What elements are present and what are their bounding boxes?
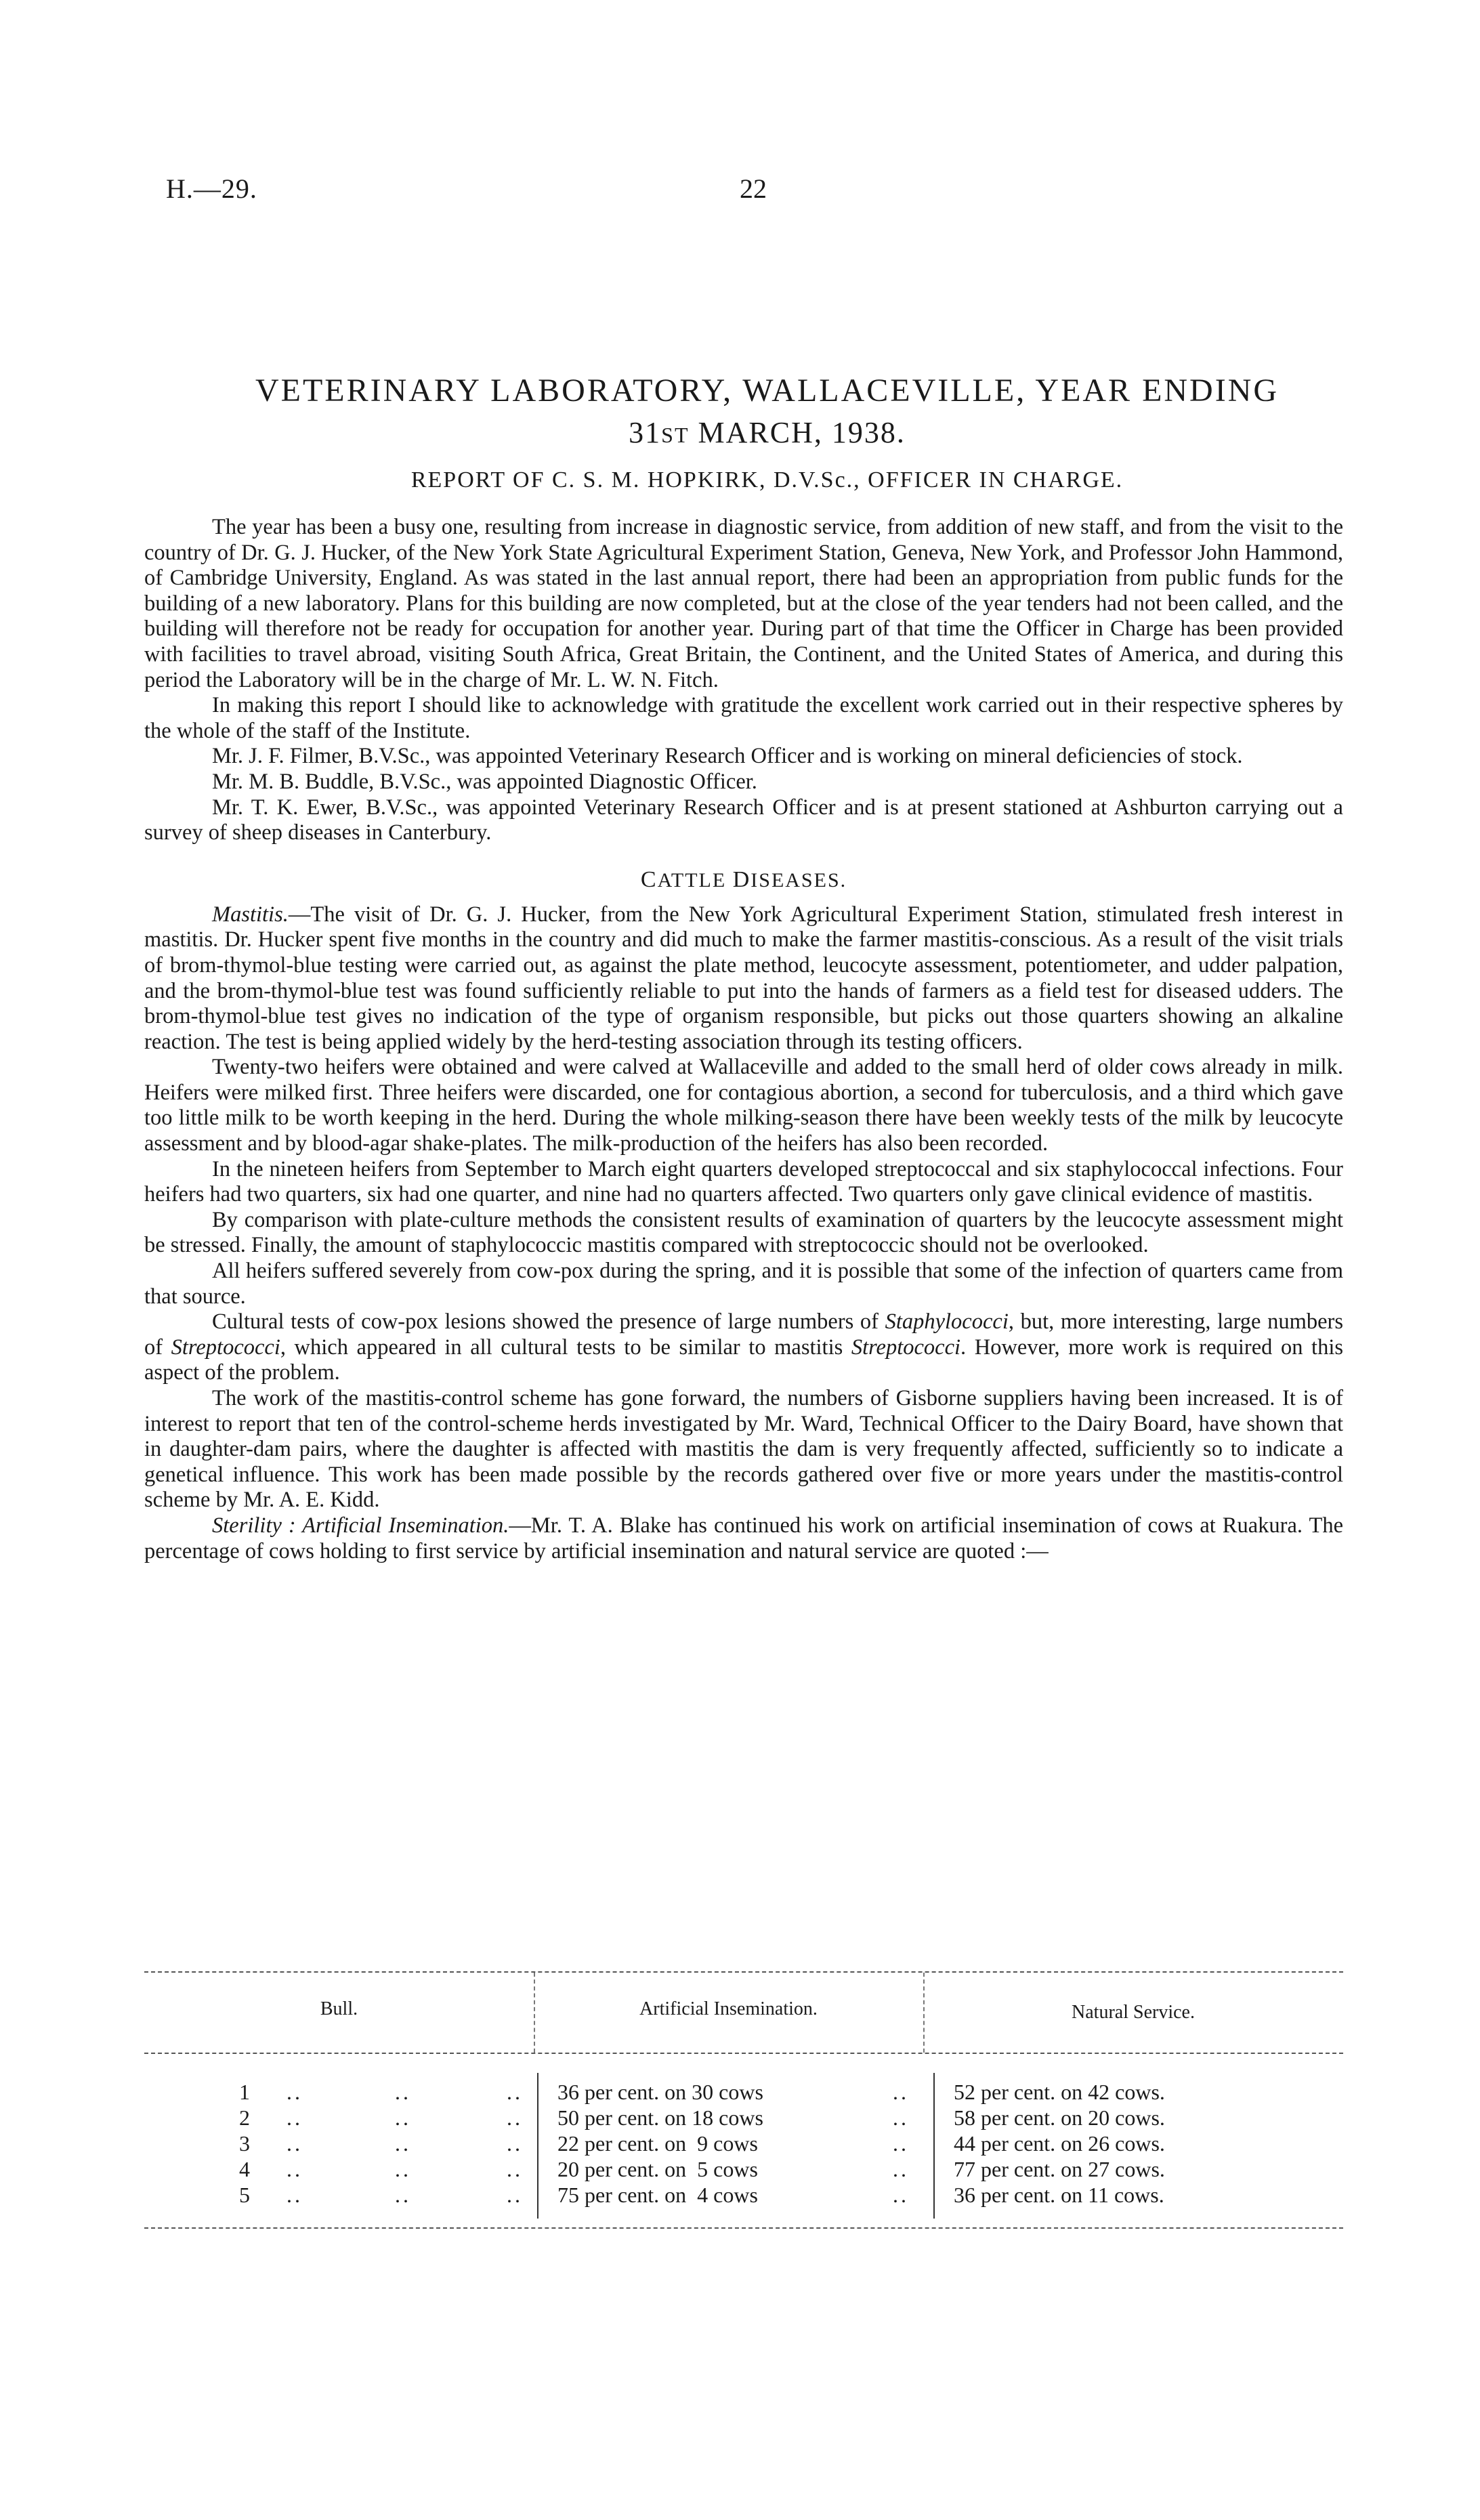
paragraph-intro-3: Mr. J. F. Filmer, B.V.Sc., was appointed Veterinary Research Officer and is working on mineral deficiencies of stock. [212, 744, 1243, 769]
table-row: 5 .. .. .. 75 per cent. on 4 cows .. 36 per cent. on 11 cows. [239, 2183, 1164, 2207]
section-heading-cattle-diseases: CATTLE DISEASES. [640, 866, 847, 892]
header-artificial-insemination: Artificial Insemination. [639, 1998, 818, 2019]
page-title [203, 369, 1331, 455]
paragraph-intro-5: Mr. T. K. Ewer, B.V.Sc., was appointed Veterinary Research Officer and is at present stationed at Ashburton carrying out a survey of sheep diseases in Canterbury. [144, 795, 1343, 845]
paragraph-nineteen-heifers: In the nineteen heifers from September to March eight quarters developed streptococcal and six staphylococcal infections. Four heifers had two quarters, six had one quarter, and nine had no quarters affected. Two quarters only gave clinical evidence of mastitis. [144, 1156, 1343, 1207]
paragraph-cow-pox: All heifers suffered severely from cow-pox during the spring, and it is possible that some of the infection of quarters came from that source. [144, 1259, 1343, 1309]
title-day-suffix: ST [661, 423, 690, 447]
report-subtitle: REPORT OF C. S. M. HOPKIRK, D.V.Sc., OFFICER IN CHARGE. [410, 467, 1124, 492]
table-row: 4 .. .. .. 20 per cent. on 5 cows .. 77 per cent. on 27 cows. [239, 2157, 1165, 2181]
paragraph-intro-1: The year has been a busy one, resulting from increase in diagnostic service, from addition of new staff, and from the visit to the country of Dr. G. J. Hucker, of the New York State Agricultural Experiment Station, Geneva, New York, and Professor John Hammond, of Cambridge University, England. As was stated in the last annual report, there had been an appropriation from public funds for the building of a new laboratory. Plans for this building are now completed, but at the close of the year tenders had not been called, and the building will therefore not be ready for occupation for another year. During part of that time the Officer in Charge has been provided with facilities to travel abroad, visiting South Africa, Great Britain, the Continent, and the United States of America, and during this period the Laboratory will be in the charge of Mr. L. W. N. Fitch. [144, 515, 1343, 692]
report-body [144, 515, 1343, 1564]
title-month-year: MARCH, 1938. [698, 416, 906, 449]
table-row: 3 .. .. .. 22 per cent. on 9 cows .. 44 per cent. on 26 cows. [239, 2131, 1165, 2156]
mastitis-label: Mastitis. [212, 902, 289, 927]
document-series: H.—29. [166, 173, 257, 204]
header-natural-service: Natural Service. [1072, 2002, 1195, 2023]
paragraph-heifers: Twenty-two heifers were obtained and were calved at Wallaceville and added to the small herd of older cows already in milk. Heifers were milked first. Three heifers were discarded, one for contagious abortion, a second for tuberculosis, and a third which gave too little milk to be worth keeping in the herd. During the whole milking-season there have been weekly tests of the milk by leucocyte assessment and by blood-agar shake-plates. The milk-production of the heifers has also been recorded. [144, 1055, 1343, 1156]
sterility-label: Sterility : Artificial Insemination. [212, 1513, 509, 1538]
table-row: 1 .. .. .. 36 per cent. on 30 cows .. 52 per cent. on 42 cows. [239, 2080, 1165, 2104]
page-header [0, 173, 1480, 213]
paragraph-control-scheme: The work of the mastitis-control scheme has gone forward, the numbers of Gisborne suppliers having been increased. It is of interest to report that ten of the control-scheme herds investigated by Mr. Ward, Technical Officer to the Dairy Board, have shown that in daughter-dam pairs, where the daughter is affected with mastitis the dam is very frequently affected, sufficiently so to indicate a genetical influence. This work has been made possible by the records gathered over five or more years under the mastitis-control scheme by Mr. A. E. Kidd. [144, 1386, 1343, 1513]
page-number: 22 [740, 173, 767, 204]
title-line-1: VETERINARY LABORATORY, WALLACEVILLE, YEAR ENDING [255, 373, 1280, 408]
paragraph-mastitis: Mastitis.—The visit of Dr. G. J. Hucker, from the New York Agricultural Experiment Station, stimulated fresh interest in mastitis. Dr. Hucker spent five months in the country and did much to make the farmer mastitis-conscious. As a result of the visit trials of brom-thymol-blue testing were carried out, as against the plate method, leucocyte assessment, potentiometer, and udder palpation, and the brom-thymol-blue test was found sufficiently reliable to put into the hands of farmers as a field test for diseased udders. The brom-thymol-blue test gives no indication of the type of organism responsible, but picks out those quarters showing an alkaline reaction. The test is being applied widely by the herd-testing association through its testing officers. [144, 902, 1343, 1054]
table-bottom-rule [144, 2227, 1343, 2229]
table-row: 2 .. .. .. 50 per cent. on 18 cows .. 58 per cent. on 20 cows. [239, 2105, 1165, 2130]
insemination-table [144, 1971, 1343, 2235]
paragraph-sterility: Sterility : Artificial Insemination.—Mr. T. A. Blake has continued his work on artificial insemination of cows at Ruakura. The percentage of cows holding to first service by artificial insemination and natural service are quoted :— [144, 1513, 1343, 1563]
title-line-2 [203, 413, 1331, 455]
title-day: 31 [629, 416, 662, 449]
paragraph-cultural-tests: Cultural tests of cow-pox lesions showed the presence of large numbers of Staphylococci, but, more interesting, large numbers of Streptococci, which appeared in all cultural tests to be similar to mastitis Streptococci. However, more work is required on this aspect of the problem. [144, 1309, 1343, 1385]
header-bull: Bull. [320, 1998, 358, 2019]
table-header-rule [144, 2053, 1343, 2054]
paragraph-intro-4: Mr. M. B. Buddle, B.V.Sc., was appointed Diagnostic Officer. [212, 769, 757, 794]
paragraph-intro-2: In making this report I should like to acknowledge with gratitude the excellent work carried out in their respective spheres by the whole of the staff of the Institute. [144, 693, 1343, 743]
paragraph-comparison: By comparison with plate-culture methods the consistent results of examination of quarters by the leucocyte assessment might be stressed. Finally, the amount of staphylococcic mastitis compared with streptococcic should not be overlooked. [144, 1207, 1343, 1258]
table-top-rule [144, 1971, 1343, 1973]
